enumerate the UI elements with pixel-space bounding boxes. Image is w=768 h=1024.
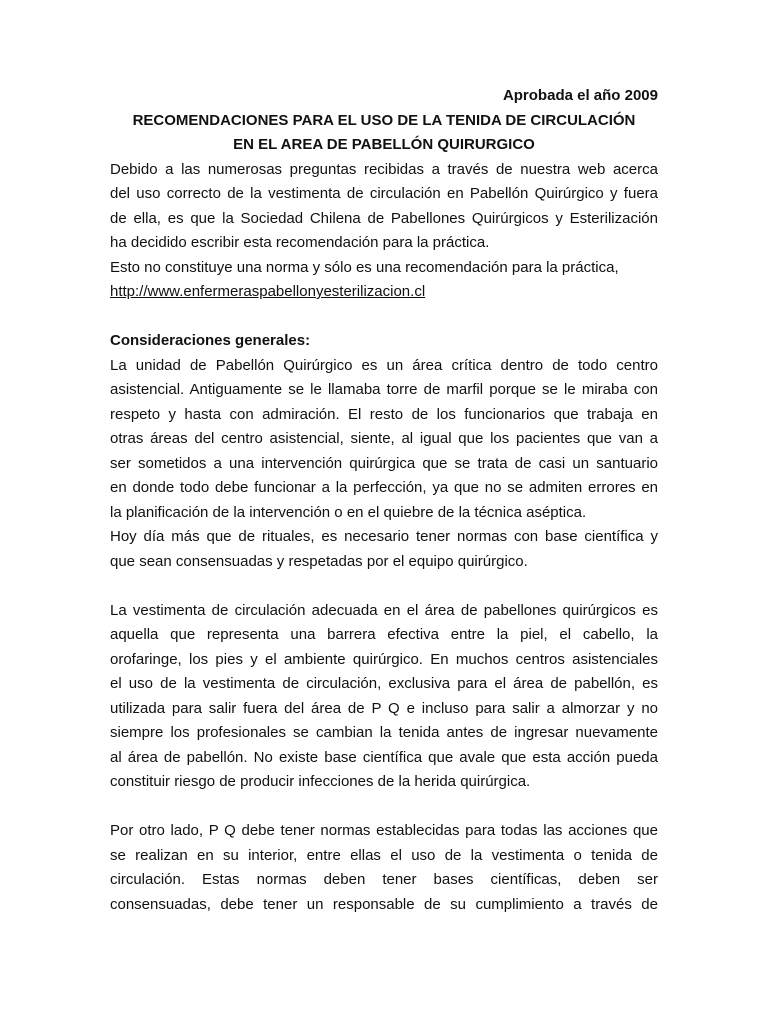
disclaimer-note: Esto no constituye una norma y sólo es una recomendación para la práctica, <box>110 258 619 276</box>
paragraph-line: aquella que representa una barrera efectiva entre la piel, el cabello, la <box>110 626 658 643</box>
title-line-1: RECOMENDACIONES PARA EL USO DE LA TENIDA DE CIRCULACIÓN <box>132 111 636 129</box>
paragraph-line: La unidad de Pabellón Quirúrgico es un área crítica dentro de todo centro <box>110 356 658 374</box>
website-link[interactable]: http://www.enfermeraspabellonyesterilizacion.cl <box>110 283 426 300</box>
paragraph-line: asistencial. Antiguamente se le llamaba torre de marfil porque se le miraba con <box>110 381 658 398</box>
intro-line: de ella, es que la Sociedad Chilena de Pabellones Quirúrgicos y Esterilización <box>110 209 658 227</box>
paragraph-line: la planificación de la intervención o en el quiebre de la técnica aséptica. <box>110 503 587 521</box>
spacer <box>110 574 658 599</box>
paragraph-line: en donde todo debe funcionar a la perfección, ya que no se admiten errores en <box>110 479 658 496</box>
paragraph-line: al área de pabellón. No existe base científica que avale que esta acción pueda <box>110 748 658 766</box>
paragraph-line: que sean consensuadas y respetadas por el equipo quirúrgico. <box>110 552 528 570</box>
paragraph-line: La vestimenta de circulación adecuada en el área de pabellones quirúrgicos es <box>110 601 658 619</box>
document-page <box>110 84 658 917</box>
paragraph-critical-area <box>110 354 658 526</box>
spacer <box>110 305 658 330</box>
paragraph-line: circulación. Estas normas deben tener bases científicas, deben ser <box>110 871 658 888</box>
paragraph-line: Por otro lado, P Q debe tener normas establecidas para todas las acciones que <box>110 822 658 839</box>
paragraph-line: constituir riesgo de producir infecciones de la herida quirúrgica. <box>110 773 531 790</box>
paragraph-line: orofaringe, los pies y el ambiente quirúrgico. En muchos centros asistenciales <box>110 650 658 668</box>
website-link-line <box>110 280 658 305</box>
intro-line: Debido a las numerosas preguntas recibidas a través de nuestra web acerca <box>110 160 658 178</box>
intro-line: del uso correcto de la vestimenta de circulación en Pabellón Quirúrgico y fuera <box>110 185 658 202</box>
paragraph-line: Hoy día más que de rituales, es necesario tener normas con base científica y <box>110 528 658 545</box>
paragraph-norms <box>110 525 658 574</box>
intro-paragraph <box>110 158 658 305</box>
approval-date: Aprobada el año 2009 <box>502 87 658 104</box>
paragraph-line: siempre los profesionales se cambian la tenida antes de ingresar nuevamente <box>110 724 658 741</box>
paragraph-line: el uso de la vestimenta de circulación, exclusiva para el área de pabellón, es <box>110 675 658 692</box>
paragraph-line: se realizan en su interior, entre ellas el uso de la vestimenta o tenida de <box>110 846 658 864</box>
paragraph-clothing <box>110 599 658 795</box>
title-line-2: EN EL AREA DE PABELLÓN QUIRURGICO <box>233 136 535 153</box>
paragraph-line: utilizada para salir fuera del área de P Q e incluso para salir a almorzar y no <box>110 699 658 717</box>
section-heading: Consideraciones generales: <box>110 332 311 349</box>
paragraph-line: otras áreas del centro asistencial, siente, al igual que los pacientes que van a <box>110 430 658 447</box>
paragraph-line: respeto y hasta con admiración. El resto de los funcionarios que trabaja en <box>110 405 658 423</box>
intro-line: ha decidido escribir esta recomendación para la práctica. <box>110 234 490 251</box>
paragraph-line: ser sometidos a una intervención quirúrgica que se trata de casi un santuario <box>110 454 658 472</box>
paragraph-pq-norms <box>110 819 658 917</box>
document-title <box>110 109 658 158</box>
spacer <box>110 795 658 820</box>
paragraph-line: consensuadas, debe tener un responsable de su cumplimiento a través de <box>110 895 658 913</box>
